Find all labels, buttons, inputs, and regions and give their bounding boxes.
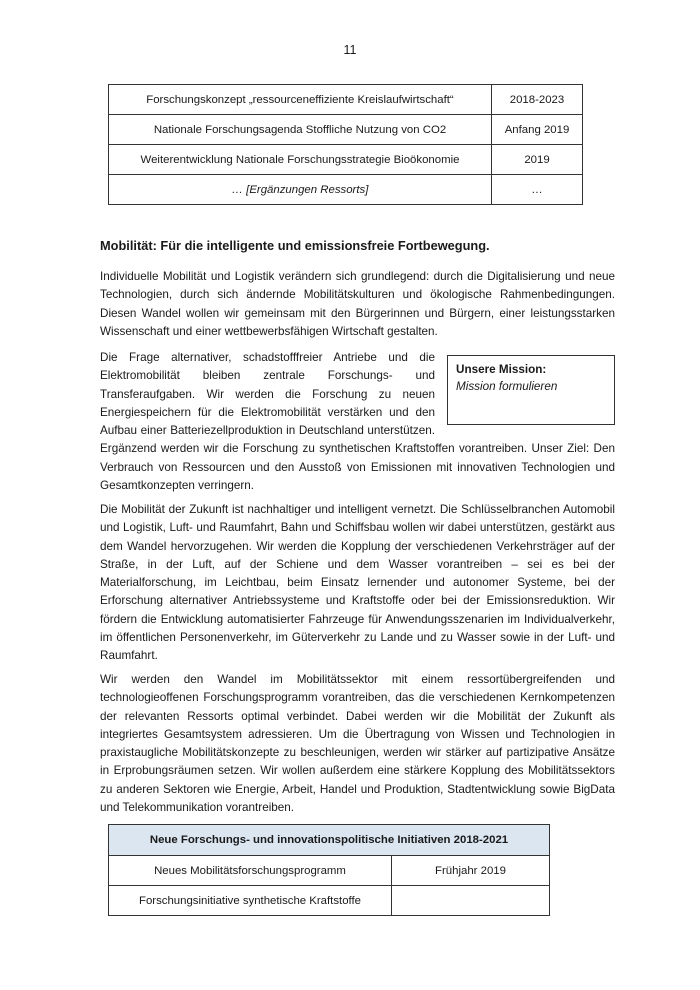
mission-title: Unsere Mission: [456, 363, 547, 376]
table-row [109, 175, 583, 205]
table-cell-name-italic: … [Ergänzungen Ressorts] [231, 183, 369, 196]
paragraph-drives [100, 349, 615, 495]
table-row [109, 886, 550, 916]
table-row [109, 856, 550, 886]
table-cell-name: Forschungskonzept „ressourceneffiziente Kreislaufwirtschaft“ [109, 85, 492, 115]
paragraph-intro: Individuelle Mobilität und Logistik verändern sich grundlegend: durch die Digitalisierung und neue Technologien, durch sich ändernde Mobilitätskulturen und ökologische Rahmenbedingungen. Diesen Wandel wollen wir gemeinsam mit den Bürgerinnen und Bürgern, einer leistungsstarken Wissenschaft und einer wettbewerbsfähigen Wirtschaft gestalten. [100, 270, 615, 338]
table-header-row [109, 825, 550, 856]
table-cell-name: Weiterentwicklung Nationale Forschungsstrategie Bioökonomie [109, 145, 492, 175]
table-cell-date: 2019 [492, 145, 583, 175]
table-cell-name: Forschungsinitiative synthetische Kraftstoffe [109, 886, 392, 916]
table-cell-date: … [492, 175, 583, 205]
table-cell-name [109, 175, 492, 205]
table-row [109, 145, 583, 175]
table-row [109, 85, 583, 115]
table-cell-date: Anfang 2019 [492, 115, 583, 145]
table-cell-date: Frühjahr 2019 [392, 856, 550, 886]
mission-body: Mission formulieren [456, 380, 558, 393]
table-cell-name: Neues Mobilitätsforschungsprogramm [109, 856, 392, 886]
paragraph-drives-text: Die Frage alternativer, schadstofffreier Antriebe und die Elektromobilität bleiben zentrale Forschungs- und Transferaufgaben. Wir werden die Forschung zu neuen Energiespeichern für die Elektromobilität verstärken und den Aufbau einer Batteriezellproduktion in Deutschland unterstützen. Ergänzend werden wir die Forschung zu synthetischen Kraftstoffen vorantreiben. Unser Ziel: Den Verbrauch von Ressourcen und den Ausstoß von Emissionen mit innovativen Technologien und Gesamtkonzepten verringern. [100, 351, 615, 493]
research-table [108, 84, 583, 205]
table-cell-date [392, 886, 550, 916]
page-number: 11 [343, 43, 357, 57]
table-cell-date: 2018-2023 [492, 85, 583, 115]
table-header: Neue Forschungs- und innovationspolitische Initiativen 2018-2021 [109, 825, 550, 856]
table-row [109, 115, 583, 145]
paragraph-future: Die Mobilität der Zukunft ist nachhaltiger und intelligent vernetzt. Die Schlüsselbranchen Automobil und Logistik, Luft- und Raumfahrt, Bahn und Schiffsbau wollen wir dabei unterstützen, gestärkt aus dem Wandel hervorzugehen. Wir werden die Kopplung der verschiedenen Verkehrsträger auf der Straße, in der Luft, auf der Schiene und dem Wasser vorantreiben – sei es bei der Materialforschung, im Leichtbau, beim Einsatz lernender und autonomer Systeme, bei der Erforschung alternativer Antriebssysteme und Kraftstoffe oder bei der Emissionsreduktion. Wir fördern die Entwicklung automatisierter Fahrzeuge für Anwendungsszenarien im Individualverkehr, im öffentlichen Personenverkehr, im Güterverkehr zu Lande und zu Wasser sowie in der Luft- und Raumfahrt. [100, 503, 615, 663]
paragraph-program: Wir werden den Wandel im Mobilitätssektor mit einem ressortübergreifenden und technologieoffenen Forschungsprogramm vorantreiben, das die verschiedenen Kernkompetenzen der relevanten Ressorts optimal verbindet. Dabei werden wir die Mobilität der Zukunft als integriertes Gesamtsystem adressieren. Um die Übertragung von Wissen und Technologien in praxistaugliche Mobilitätskonzepte zu beschleunigen, werden wir stärker auf partizipative Ansätze in Erprobungsräumen setzen. Wir wollen außerdem eine stärkere Kopplung des Mobilitätssektors zu anderen Sektoren wie Energie, Arbeit, Handel und Produktion, Stadtentwicklung sowie BigData und Telekommunikation vorantreiben. [100, 673, 615, 815]
section-heading: Mobilität: Für die intelligente und emissionsfreie Fortbewegung. [100, 238, 490, 253]
mission-box [447, 355, 615, 425]
initiatives-table [108, 824, 550, 916]
table-cell-name: Nationale Forschungsagenda Stoffliche Nutzung von CO2 [109, 115, 492, 145]
